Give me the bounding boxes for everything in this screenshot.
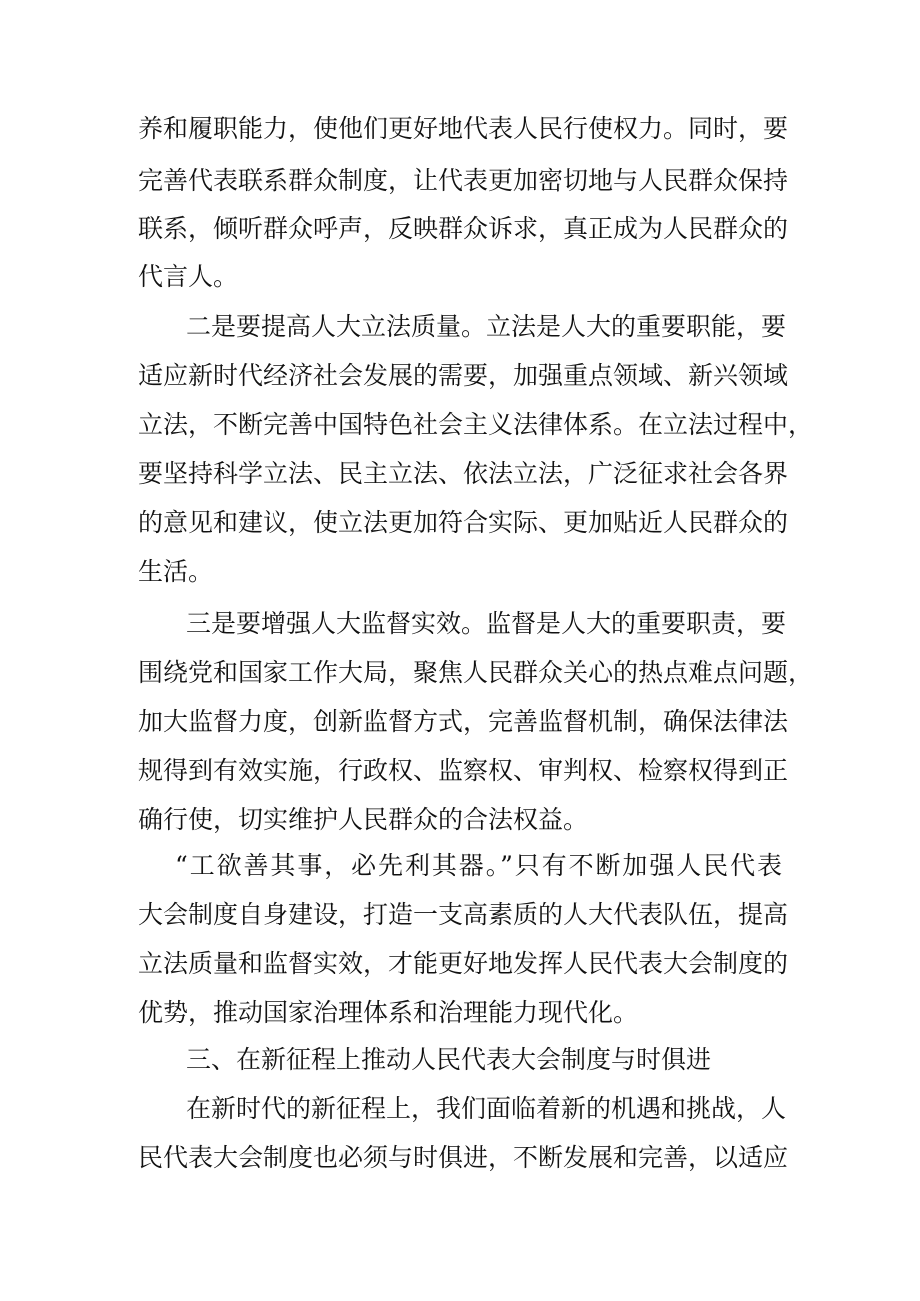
body-line: 完善代表联系群众制度，让代表更加密切地与人民群众保持 (138, 166, 789, 195)
body-line: 联系，倾听群众呼声，反映群众诉求，真正成为人民群众的 (138, 214, 789, 243)
body-line: 民代表大会制度也必须与时俱进，不断发展和完善，以适应 (138, 1143, 789, 1172)
body-line: 的意见和建议，使立法更加符合实际、更加贴近人民群众的 (138, 508, 789, 537)
body-line: 生活。 (138, 557, 214, 586)
paragraph-first-line: “工欲善其事，必先利其器。”只有不断加强人民代表 (175, 851, 782, 880)
body-line: 立法质量和监督实效，才能更好地发挥人民代表大会制度的 (138, 949, 789, 978)
body-line: 要坚持科学立法、民主立法、依法立法，广泛征求社会各界 (138, 459, 789, 488)
body-line: 围绕党和国家工作大局，聚焦人民群众关心的热点难点问题， (138, 658, 814, 687)
body-line: 优势，推动国家治理体系和治理能力现代化。 (138, 998, 639, 1027)
body-line: 养和履职能力，使他们更好地代表人民行使权力。同时，要 (138, 114, 789, 143)
section-heading: 三、在新征程上推动人民代表大会制度与时俱进 (186, 1045, 712, 1074)
paragraph-first-line: 二是要提高人大立法质量。立法是人大的重要职能，要 (186, 312, 787, 341)
paragraph-first-line: 三是要增强人大监督实效。监督是人大的重要职责，要 (186, 609, 787, 638)
body-line: 确行使，切实维护人民群众的合法权益。 (138, 805, 589, 834)
body-line: 代言人。 (138, 262, 239, 291)
body-line: 立法，不断完善中国特色社会主义法律体系。在立法过程中， (138, 410, 814, 439)
body-line: 大会制度自身建设，打造一支高素质的人大代表队伍，提高 (138, 900, 789, 929)
body-line: 加大监督力度，创新监督方式，完善监督机制，确保法律法 (138, 707, 789, 736)
body-line: 规得到有效实施，行政权、监察权、审判权、检察权得到正 (138, 756, 789, 785)
paragraph-first-line: 在新时代的新征程上，我们面临着新的机遇和挑战，人 (186, 1094, 787, 1123)
body-line: 适应新时代经济社会发展的需要，加强重点领域、新兴领域 (138, 361, 789, 390)
